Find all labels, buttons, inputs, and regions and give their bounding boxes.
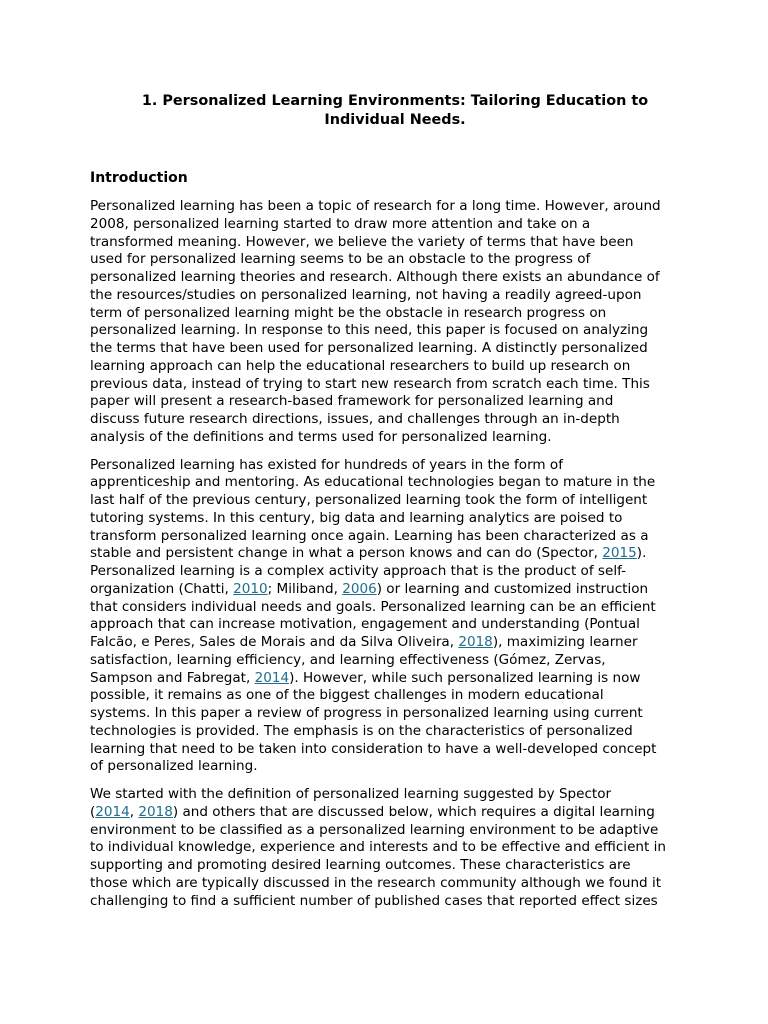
citation-link-2014[interactable]: 2014: [254, 669, 290, 686]
text-segment: ) or learning and customized instruction: [376, 580, 649, 597]
text-line: used for personalized learning seems to be an obstacle to the progress of: [90, 251, 591, 268]
text-line: 2008, personalized learning started to draw more attention and take on a: [90, 215, 591, 232]
text-segment: (: [90, 803, 96, 820]
text-line: transform personalized learning once again. Learning has been characterized as a: [90, 527, 649, 544]
text-line: personalized learning. In response to this need, this paper is focused on analyzing: [90, 322, 649, 339]
document-title: [90, 92, 700, 130]
paragraph-1: [90, 198, 680, 447]
title-line: Individual Needs.: [324, 112, 466, 128]
citation-link-2018[interactable]: 2018: [138, 803, 173, 820]
text-line: technologies is provided. The emphasis is on the characteristics of personalized: [90, 722, 633, 739]
text-line: discuss future research directions, issues, and challenges through an in-depth: [90, 411, 620, 427]
text-segment: ), maximizing learner: [492, 634, 638, 650]
citation-link-2006[interactable]: 2006: [342, 580, 377, 597]
citation-link-2015[interactable]: 2015: [602, 545, 637, 562]
text-line: those which are typically discussed in the research community although we found it: [90, 874, 662, 891]
text-line: [90, 804, 680, 822]
text-line: previous data, instead of trying to start new research from scratch each time. This: [90, 375, 650, 392]
text-line: apprenticeship and mentoring. As educational technologies began to mature in the: [90, 474, 656, 491]
text-line: term of personalized learning might be the obstacle in research progress on: [90, 304, 607, 321]
section-heading-introduction: Introduction: [90, 170, 188, 186]
text-line: challenging to find a sufficient number of published cases that reported effect sizes: [90, 892, 658, 909]
text-segment: ).: [636, 545, 647, 562]
text-segment: ) and others that are discussed below, which requires a digital learning: [172, 803, 655, 820]
text-line: [90, 634, 680, 652]
text-line: systems. In this paper a review of progress in personalized learning using current: [90, 705, 643, 721]
text-line: [90, 670, 680, 688]
citation-link-2014[interactable]: 2014: [95, 803, 130, 820]
text-segment: ; Miliband,: [267, 580, 343, 597]
title-line: 1. Personalized Learning Environments: Tailoring Education to: [141, 93, 649, 109]
text-line: learning approach can help the educational researchers to build up research on: [90, 357, 631, 374]
text-line: Personalized learning has been a topic of research for a long time. However, around: [90, 198, 661, 214]
text-line: last half of the previous century, personalized learning took the form of intelligent: [90, 492, 648, 508]
text-line: Personalized learning is a complex activity approach that is the product of self-: [90, 563, 626, 579]
text-line: of personalized learning.: [90, 758, 258, 775]
text-line: [90, 545, 680, 563]
citation-link-2010[interactable]: 2010: [233, 580, 268, 597]
text-line: the resources/studies on personalized learning, not having a readily agreed-upon: [90, 286, 642, 303]
text-line: [90, 581, 680, 599]
text-line: possible, it remains as one of the biggest challenges in modern educational: [90, 687, 604, 704]
text-segment: stable and persistent change in what a person knows and can do (Spector,: [90, 545, 603, 562]
text-segment: Sampson and Fabregat,: [90, 669, 255, 686]
text-line: transformed meaning. However, we believe the variety of terms that have been: [90, 233, 634, 250]
citation-link-2018[interactable]: 2018: [458, 634, 493, 650]
text-line: to individual knowledge, experience and interests and to be effective and efficient in: [90, 839, 666, 856]
text-line: satisfaction, learning efficiency, and learning effectiveness (Gómez, Zervas,: [90, 651, 606, 668]
text-line: tutoring systems. In this century, big data and learning analytics are poised to: [90, 509, 623, 526]
text-line: Personalized learning has existed for hundreds of years in the form of: [90, 456, 563, 473]
text-line: We started with the definition of personalized learning suggested by Spector: [90, 786, 612, 802]
text-line: supporting and promoting desired learning outcomes. These characteristics are: [90, 857, 631, 873]
text-segment: Falcão, e Peres, Sales de Morais and da Silva Oliveira,: [90, 634, 459, 650]
text-line: paper will present a research-based framework for personalized learning and: [90, 393, 614, 410]
text-line: approach that can increase motivation, engagement and understanding (Pontual: [90, 616, 640, 633]
text-line: environment to be classified as a personalized learning environment to be adaptive: [90, 821, 659, 838]
text-line: personalized learning theories and research. Although there exists an abundance of: [90, 269, 660, 285]
text-line: that considers individual needs and goals. Personalized learning can be an efficient: [90, 598, 656, 615]
paragraph-2: [90, 457, 680, 777]
text-segment: ). However, while such personalized learning is now: [289, 669, 641, 686]
paragraph-3: [90, 786, 680, 910]
text-line: learning that need to be taken into consideration to have a well-developed concept: [90, 740, 657, 757]
text-line: analysis of the definitions and terms used for personalized learning.: [90, 428, 552, 445]
document-body: [90, 198, 680, 920]
text-segment: organization (Chatti,: [90, 580, 234, 597]
text-segment: ,: [129, 803, 139, 820]
text-line: the terms that have been used for personalized learning. A distinctly personalized: [90, 340, 648, 356]
